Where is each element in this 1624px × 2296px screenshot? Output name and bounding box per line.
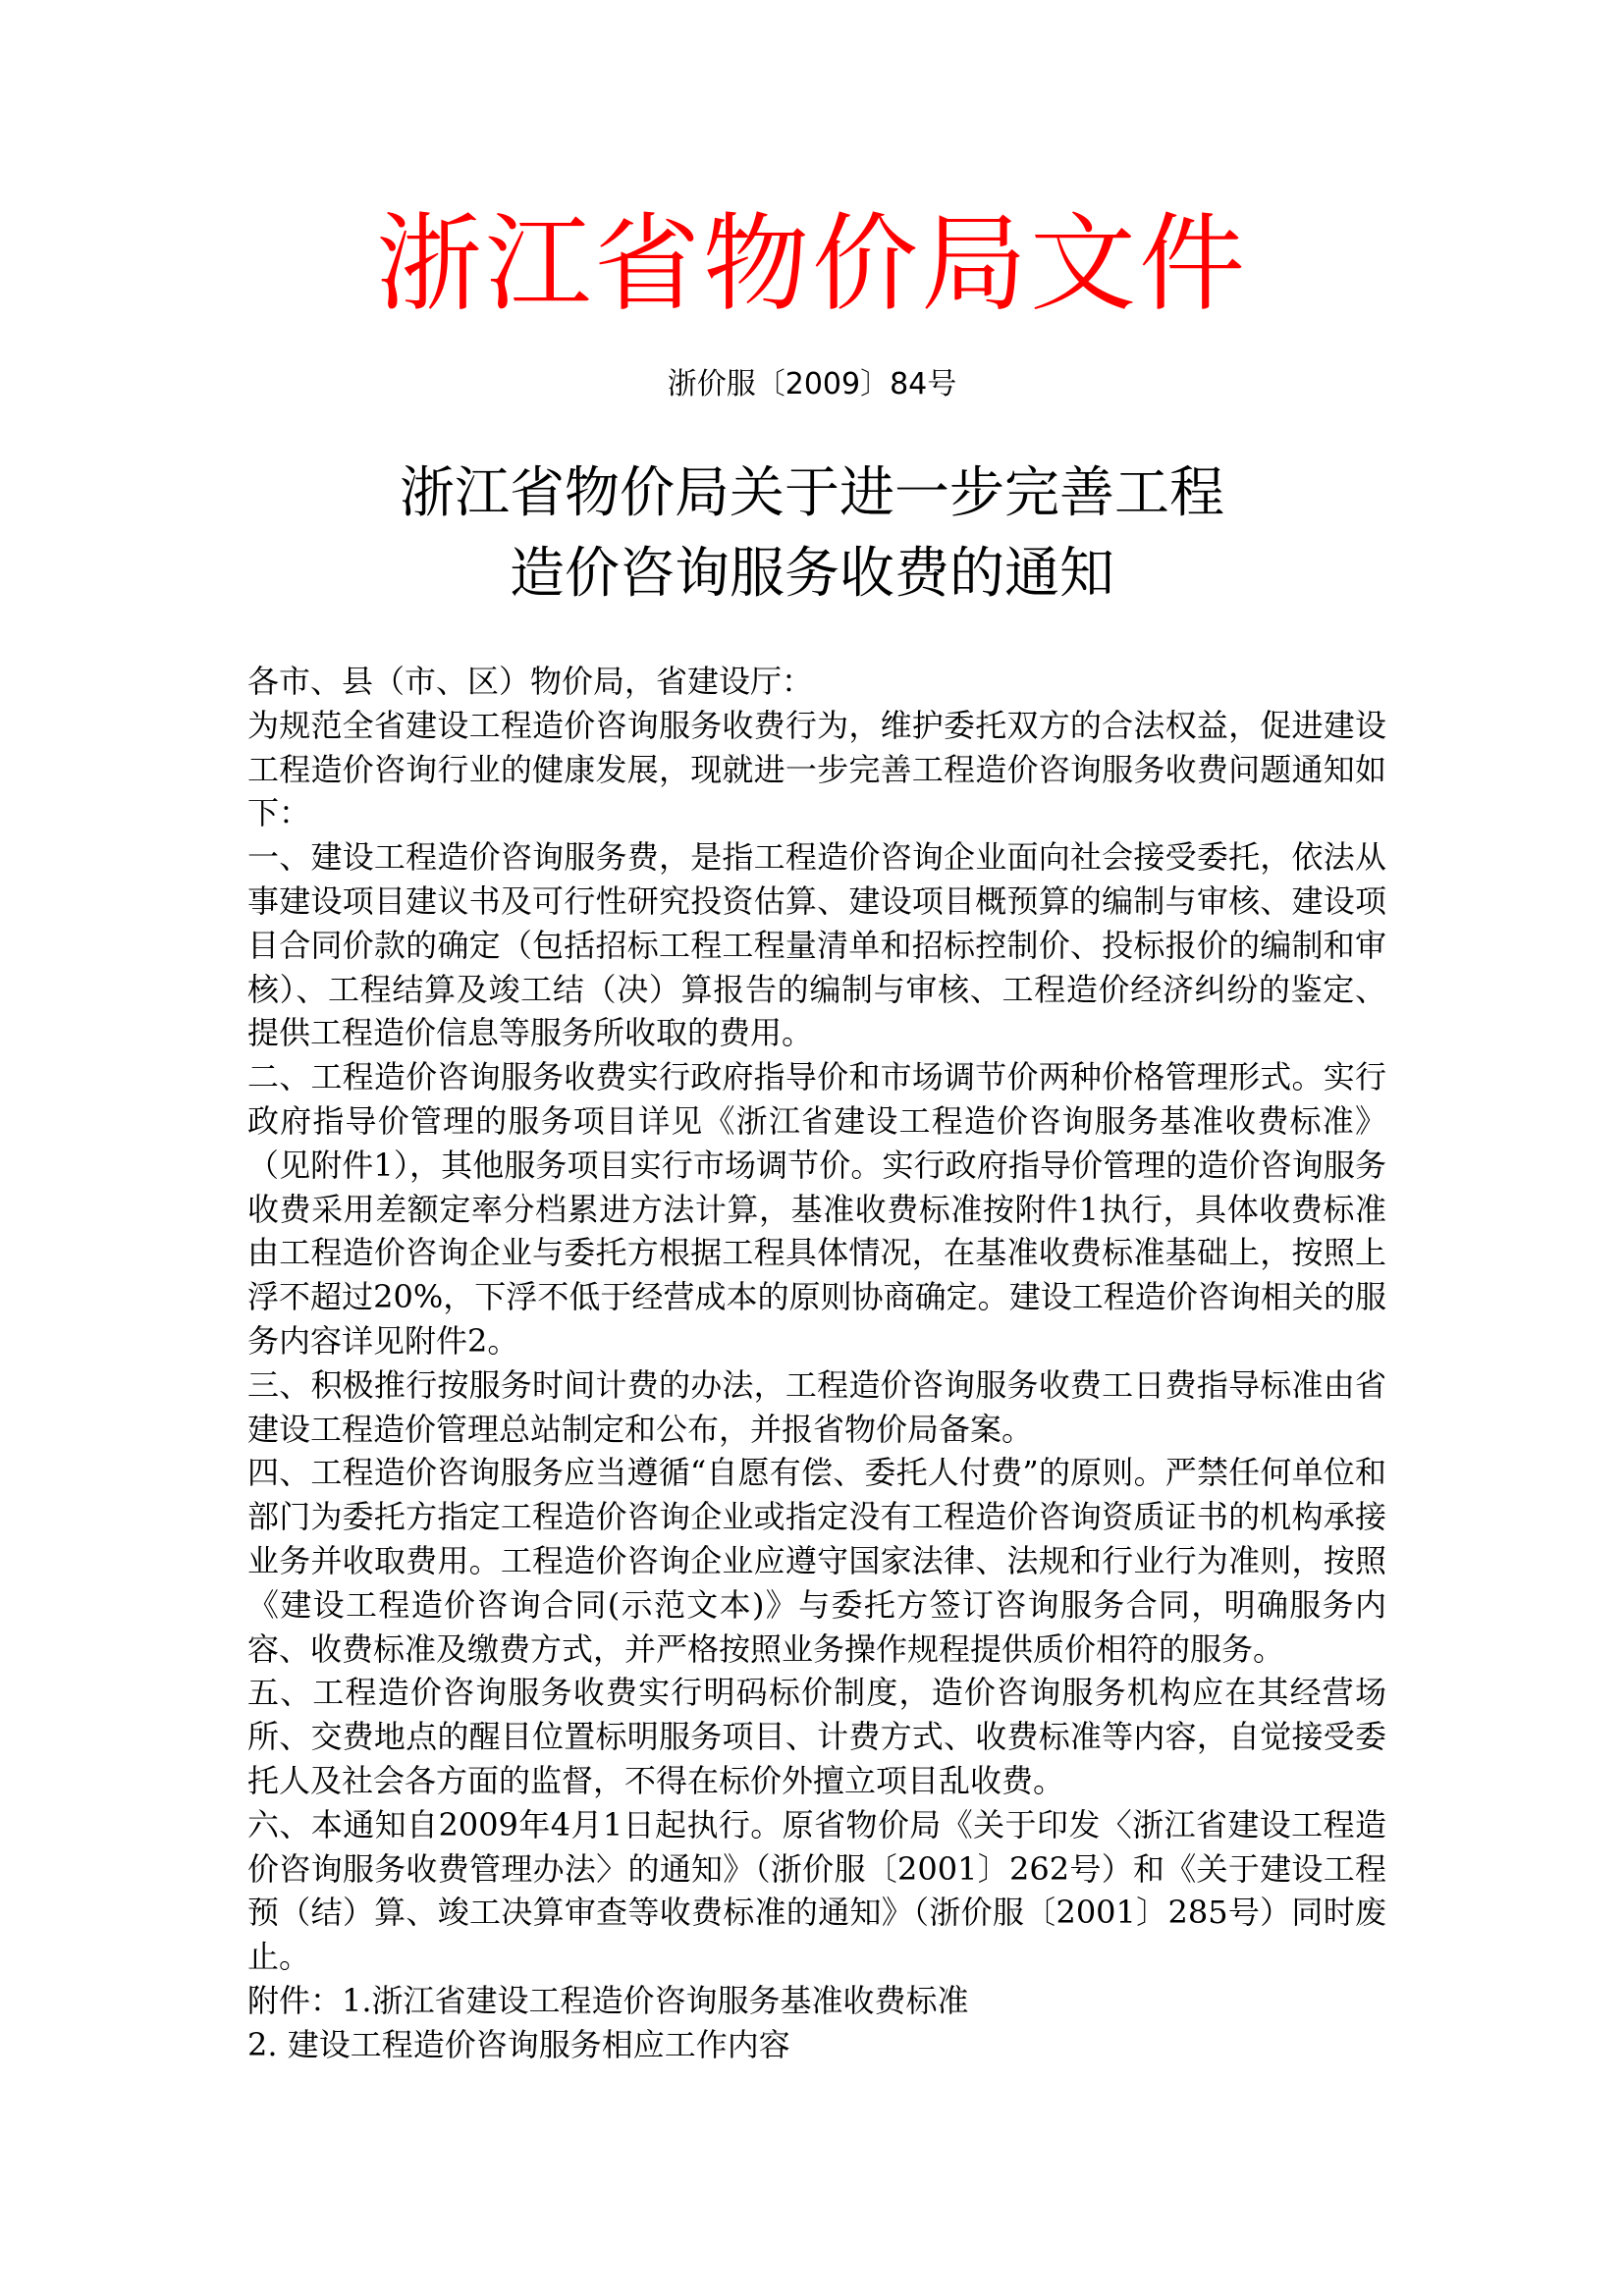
notice-title-line1: 浙江省物价局关于进一步完善工程 bbox=[400, 461, 1224, 525]
issuer-header-title: 浙江省物价局文件 bbox=[375, 203, 1248, 326]
item-1-paragraph: 一、建设工程造价咨询服务费，是指工程造价咨询企业面向社会接受委托，依法从事建设项目建议书及可行性研究投资估算、建设项目概预算的编制与审核、建设项目合同价款的确定（包括招标工程工程量清单和招标控制价、投标报价的编制和审核）、工程结算及竣工结（决）算报告的编制与审核、工程造价经济纠纷的鉴定、提供工程造价信息等服务所收取的费用。 bbox=[247, 838, 1386, 1052]
item-4-paragraph: 四、工程造价咨询服务应当遵循“自愿有偿、委托人付费”的原则。严禁任何单位和部门为委托方指定工程造价咨询企业或指定没有工程造价咨询资质证书的机构承接业务并收取费用。工程造价咨询企业应遵守国家法律、法规和行业行为准则，按照《建设工程造价咨询合同(示范文本)》与委托方签订咨询服务合同，明确服务内容、收费标准及缴费方式，并严格按照业务操作规程提供质价相符的服务。 bbox=[247, 1454, 1386, 1668]
attachment-1: 附件：1.浙江省建设工程造价咨询服务基准收费标准 bbox=[247, 1981, 969, 2019]
notice-body bbox=[247, 660, 1386, 2067]
notice-title-line2: 造价咨询服务收费的通知 bbox=[510, 542, 1114, 606]
item-3-paragraph: 三、积极推行按服务时间计费的办法，工程造价咨询服务收费工日费指导标准由省建设工程造价管理总站制定和公布，并报省物价局备案。 bbox=[247, 1365, 1386, 1448]
item-2-paragraph: 二、工程造价咨询服务收费实行政府指导价和市场调节价两种价格管理形式。实行政府指导价管理的服务项目详见《浙江省建设工程造价咨询服务基准收费标准》（见附件1），其他服务项目实行市场调节价。实行政府指导价管理的造价咨询服务收费采用差额定率分档累进方法计算，基准收费标准按附件1执行，具体收费标准由工程造价咨询企业与委托方根据工程具体情况，在基准收费标准基础上，按照上浮不超过20%，下浮不低于经营成本的原则协商确定。建设工程造价咨询相关的服务内容详见附件2。 bbox=[247, 1058, 1386, 1360]
attachment-2: 2. 建设工程造价咨询服务相应工作内容 bbox=[247, 2025, 790, 2063]
document-number: 浙价服〔2009〕84号 bbox=[667, 367, 957, 401]
item-5-paragraph: 五、工程造价咨询服务收费实行明码标价制度，造价咨询服务机构应在其经营场所、交费地点的醒目位置标明服务项目、计费方式、收费标准等内容，自觉接受委托人及社会各方面的监督，不得在标价外擅立项目乱收费。 bbox=[247, 1674, 1386, 1799]
salutation: 各市、县（市、区）物价局，省建设厅： bbox=[247, 663, 814, 700]
item-6-paragraph: 六、本通知自2009年4月1日起执行。原省物价局《关于印发〈浙江省建设工程造价咨询服务收费管理办法〉的通知》（浙价服〔2001〕262号）和《关于建设工程预（结）算、竣工决算审查等收费标准的通知》（浙价服〔2001〕285号）同时废止。 bbox=[247, 1805, 1386, 1976]
notice-title bbox=[0, 454, 1624, 614]
intro-paragraph: 为规范全省建设工程造价咨询服务收费行为，维护委托双方的合法权益，促进建设工程造价咨询行业的健康发展，现就进一步完善工程造价咨询服务收费问题通知如下： bbox=[247, 706, 1386, 832]
